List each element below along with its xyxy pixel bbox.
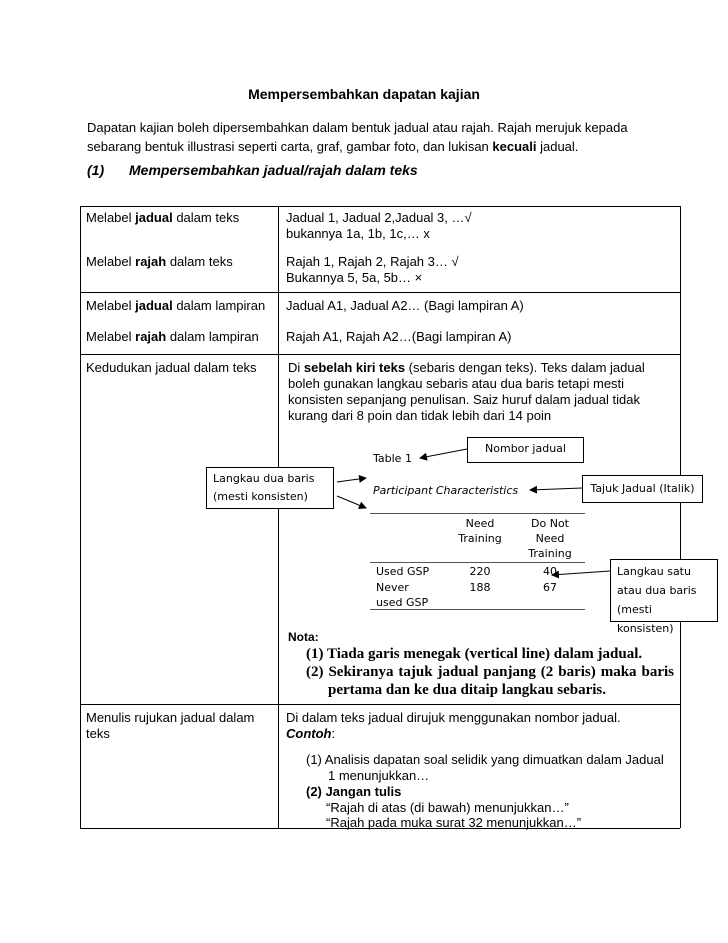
kedudukan-line-2: boleh gunakan langkau sebaris atau dua baris tetapi mesti bbox=[288, 376, 625, 391]
contoh-label: Contoh: bbox=[286, 726, 336, 741]
arrow-langkau-dua-a bbox=[337, 478, 366, 482]
nota-item-2: (2) Sekiranya tajuk jadual panjang (2 baris) maka baris pertama dan ke dua ditaip langkau sebaris. bbox=[306, 664, 674, 698]
row-value-jadual-lampiran: Jadual A1, Jadual A2… (Bagi lampiran A) bbox=[286, 298, 524, 313]
callout-tajuk-jadual: Tajuk Jadual (Italik) bbox=[582, 475, 703, 503]
nota-item-1: (1) Tiada garis menegak (vertical line) dalam jadual. bbox=[306, 646, 643, 662]
row-label-rajah-lampiran: Melabel rajah dalam lampiran bbox=[86, 329, 259, 344]
callout-langkau-satu-line2: atau dua baris bbox=[617, 584, 697, 597]
example-col-need: Need Training bbox=[458, 517, 502, 545]
page-title: Mempersembahkan dapatan kajian bbox=[248, 86, 480, 102]
example-table-label: Table 1 bbox=[373, 452, 412, 465]
arrow-nombor bbox=[420, 449, 467, 458]
example-row-value: 67 bbox=[543, 581, 557, 594]
example-row-value: 188 bbox=[469, 581, 491, 594]
intro-line-1: Dapatan kajian boleh dipersembahkan dalam bentuk jadual atau rajah. Rajah merujuk kepada bbox=[87, 120, 628, 135]
kedudukan-line-1: Di sebelah kiri teks (sebaris dengan teks). Teks dalam jadual bbox=[288, 360, 645, 375]
callout-langkau-satu-line3: (mesti konsisten) bbox=[617, 603, 674, 635]
rajah-teks-wrong: Bukannya 5, 5a, 5b… × bbox=[286, 270, 423, 285]
callout-langkau-dua-line1: Langkau dua baris bbox=[213, 472, 315, 485]
row-label-jadual-lampiran: Melabel jadual dalam lampiran bbox=[86, 298, 266, 313]
rujukan-item-2: (2) Jangan tulis bbox=[306, 784, 402, 799]
nota-label: Nota: bbox=[288, 630, 319, 644]
rujukan-quote-2: “Rajah pada muka surat 32 menunjukkan…” bbox=[326, 815, 582, 830]
rujukan-description bbox=[286, 710, 676, 742]
rujukan-item-1: (1) Analisis dapatan soal selidik yang dimuatkan dalam Jadual 1 menunjukkan… bbox=[306, 752, 664, 783]
example-table-caption: Participant Characteristics bbox=[373, 484, 519, 497]
rajah-teks-correct: Rajah 1, Rajah 2, Rajah 3… √ bbox=[286, 254, 459, 269]
row-label-rajah-teks: Melabel rajah dalam teks bbox=[86, 254, 233, 269]
arrow-langkau-satu bbox=[552, 571, 610, 575]
example-row-name: Used GSP bbox=[376, 565, 430, 578]
section-number: (1) bbox=[87, 162, 105, 178]
arrow-tajuk bbox=[530, 488, 582, 490]
example-col-donot: Do Not Need Training bbox=[528, 517, 572, 560]
rujukan-quote-1: “Rajah di atas (di bawah) menunjukkan…” bbox=[326, 800, 569, 815]
row-label-kedudukan: Kedudukan jadual dalam teks bbox=[86, 360, 257, 375]
jadual-teks-wrong: bukannya 1a, 1b, 1c,… x bbox=[286, 226, 430, 241]
callout-nombor-jadual: Nombor jadual bbox=[467, 437, 584, 463]
jadual-teks-correct: Jadual 1, Jadual 2,Jadual 3, …√ bbox=[286, 210, 472, 225]
callout-langkau-satu-line1: Langkau satu bbox=[617, 565, 691, 578]
intro-line-2: sebarang bentuk illustrasi seperti carta, graf, gambar foto, dan lukisan kecuali jadual. bbox=[87, 139, 579, 154]
arrow-langkau-dua-b bbox=[337, 496, 366, 508]
rujukan-line: Di dalam teks jadual dirujuk menggunakan nombor jadual. bbox=[286, 710, 621, 725]
example-row-name: Never used GSP bbox=[376, 581, 429, 609]
example-row-value: 220 bbox=[469, 565, 491, 578]
kedudukan-line-4: kurang dari 8 poin dan tidak lebih dari 14 poin bbox=[288, 408, 552, 423]
kedudukan-line-3: konsisten sepanjang penulisan. Saiz huruf dalam jadual tidak bbox=[288, 392, 640, 407]
row-value-rajah-lampiran: Rajah A1, Rajah A2…(Bagi lampiran A) bbox=[286, 329, 512, 344]
callout-langkau-dua-line2: (mesti konsisten) bbox=[213, 490, 308, 503]
example-row-value: 40 bbox=[543, 565, 557, 578]
row-label-rujukan: Menulis rujukan jadual dalam teks bbox=[86, 710, 255, 741]
row-label-jadual-teks: Melabel jadual dalam teks bbox=[86, 210, 240, 225]
section-title: Mempersembahkan jadual/rajah dalam teks bbox=[129, 162, 418, 178]
